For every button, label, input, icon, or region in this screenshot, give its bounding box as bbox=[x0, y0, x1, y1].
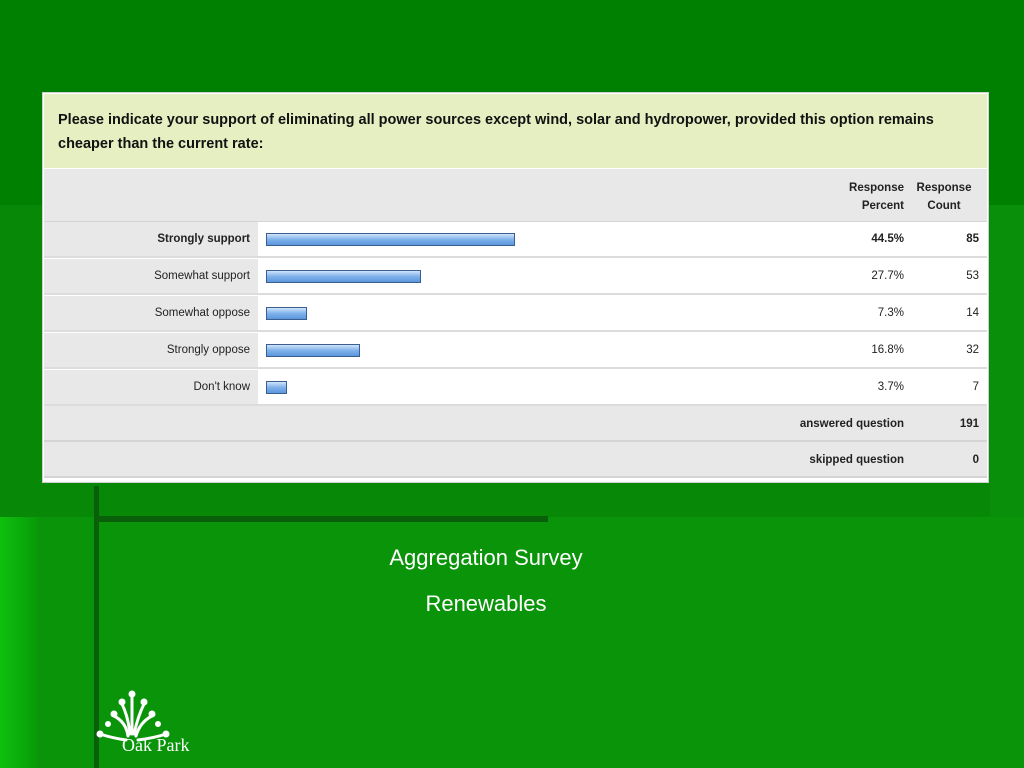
answered-question-label: answered question bbox=[799, 418, 904, 430]
response-bar bbox=[266, 344, 360, 357]
bar-track bbox=[266, 381, 826, 395]
response-count-header bbox=[909, 179, 979, 215]
response-percent: 7.3% bbox=[877, 307, 904, 319]
survey-results-panel bbox=[42, 92, 989, 483]
answer-label: Don't know bbox=[44, 370, 258, 404]
answer-label: Somewhat support bbox=[44, 259, 258, 293]
skipped-question-label: skipped question bbox=[809, 454, 904, 466]
logo-text: Oak Park bbox=[122, 735, 190, 755]
answer-row bbox=[44, 296, 987, 332]
response-bar bbox=[266, 307, 307, 320]
skipped-question-value: 0 bbox=[972, 454, 979, 466]
response-bar bbox=[266, 233, 515, 246]
answer-label: Somewhat oppose bbox=[44, 296, 258, 330]
background-left-edge bbox=[0, 517, 38, 768]
response-percent: 44.5% bbox=[871, 233, 904, 245]
response-percent-header bbox=[824, 179, 904, 215]
percent-header-line2: Percent bbox=[861, 200, 904, 212]
skipped-question-row bbox=[44, 442, 987, 478]
response-count: 53 bbox=[966, 270, 979, 282]
response-percent: 3.7% bbox=[877, 381, 904, 393]
response-bar bbox=[266, 381, 287, 394]
bar-track bbox=[266, 233, 826, 247]
decorative-horizontal-stripe bbox=[96, 516, 548, 522]
count-header-line1: Response bbox=[916, 182, 972, 194]
response-percent: 27.7% bbox=[871, 270, 904, 282]
question-text: Please indicate your support of eliminating all power sources except wind, solar and hydropower, provided this option remains cheaper than the current rate: bbox=[44, 94, 987, 168]
bar-track bbox=[266, 270, 826, 284]
response-count: 7 bbox=[972, 381, 979, 393]
answer-row bbox=[44, 259, 987, 295]
background-strip bbox=[990, 205, 1024, 517]
response-percent: 16.8% bbox=[871, 344, 904, 356]
response-count: 14 bbox=[966, 307, 979, 319]
answer-row bbox=[44, 222, 987, 258]
table-header bbox=[44, 169, 987, 222]
bar-track bbox=[266, 344, 826, 358]
bar-track bbox=[266, 307, 826, 321]
count-header-line2: Count bbox=[927, 200, 961, 212]
response-bar bbox=[266, 270, 421, 283]
answered-question-row bbox=[44, 406, 987, 442]
answered-question-value: 191 bbox=[959, 418, 979, 430]
caption-subtitle: Renewables bbox=[425, 591, 547, 616]
caption-title: Aggregation Survey bbox=[389, 545, 583, 570]
answer-row bbox=[44, 370, 987, 406]
answer-row bbox=[44, 333, 987, 369]
percent-header-line1: Response bbox=[849, 182, 904, 194]
answer-label: Strongly support bbox=[44, 222, 258, 256]
answer-label: Strongly oppose bbox=[44, 333, 258, 367]
response-count: 32 bbox=[966, 344, 979, 356]
response-count: 85 bbox=[966, 233, 979, 245]
